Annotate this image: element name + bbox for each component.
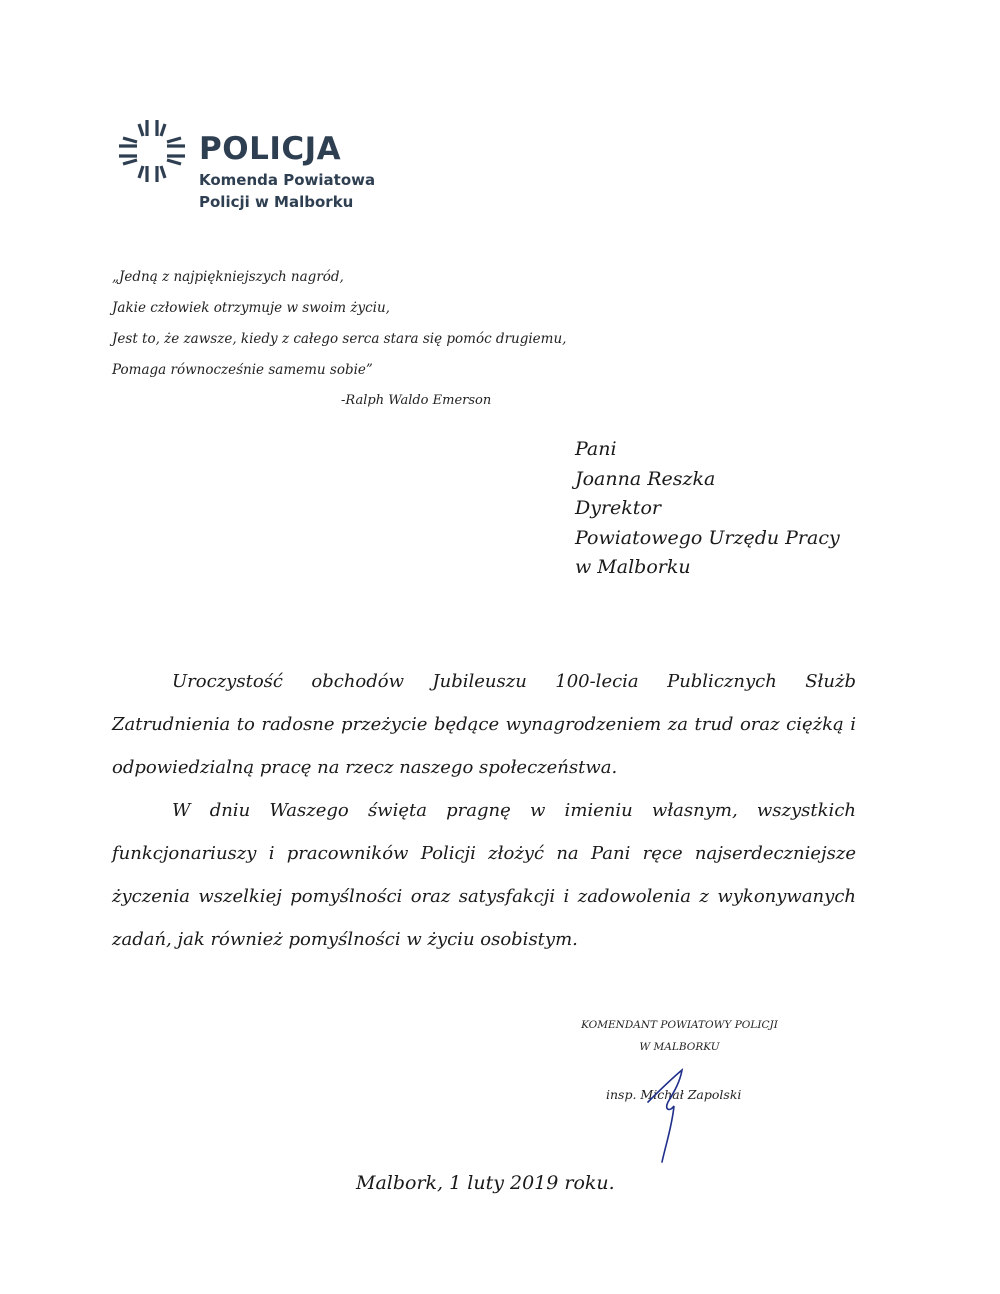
handwritten-signature [630,1040,710,1165]
signature-title-line-2: W MALBORKU [639,1041,720,1053]
addressee-institution: Powiatowego Urzędu Pracy [575,526,840,549]
quote-line: „Jedną z najpiękniejszych nagród, [112,269,344,285]
quote-author: -Ralph Waldo Emerson [341,393,492,408]
signatory-name: insp. Michał Zapolski [606,1087,742,1102]
addressee-position: Dyrektor [575,497,661,519]
police-star-icon [117,116,187,186]
addressee-salutation: Pani [575,438,617,460]
addressee-name: Joanna Reszka [575,467,716,490]
quote-line: Jakie człowiek otrzymuje w swoim życiu, [112,300,390,316]
quote-line: Pomaga równocześnie samemu sobie” [112,362,373,378]
body-paragraph: Uroczystość obchodów Jubileuszu 100-lecia Publicznych Służb Zatrudnienia to radosne przeżycie będące wynagrodzeniem za trud oraz ciężką i odpowiedzialną pracę na rzecz naszego społeczeństwa. [112,671,856,778]
org-name: POLICJA [199,131,342,167]
addressee-city: w Malborku [575,556,691,578]
unit-line-2: Policji w Malborku [199,193,354,211]
signature-title-line-1: KOMENDANT POWIATOWY POLICJI [581,1019,778,1031]
logo-text [199,131,375,213]
quote [112,262,566,386]
letter-body [112,660,856,961]
addressee [575,435,840,583]
unit-line-1: Komenda Powiatowa [199,171,376,189]
quote-line: Jest to, że zawsze, kiedy z całego serca stara się pomóc drugiemu, [112,331,567,347]
letter-date: Malbork, 1 luty 2019 roku. [356,1172,615,1194]
body-paragraph: W dniu Waszego święta pragnę w imieniu własnym, wszystkich funkcjonariuszy i pracowników Policji złożyć na Pani ręce najserdeczniejsze życzenia wszelkiej pomyślności oraz satysfakcji i zadowolenia z wykonywanych zadań, jak również pomyślności w życiu osobistym. [112,800,856,950]
